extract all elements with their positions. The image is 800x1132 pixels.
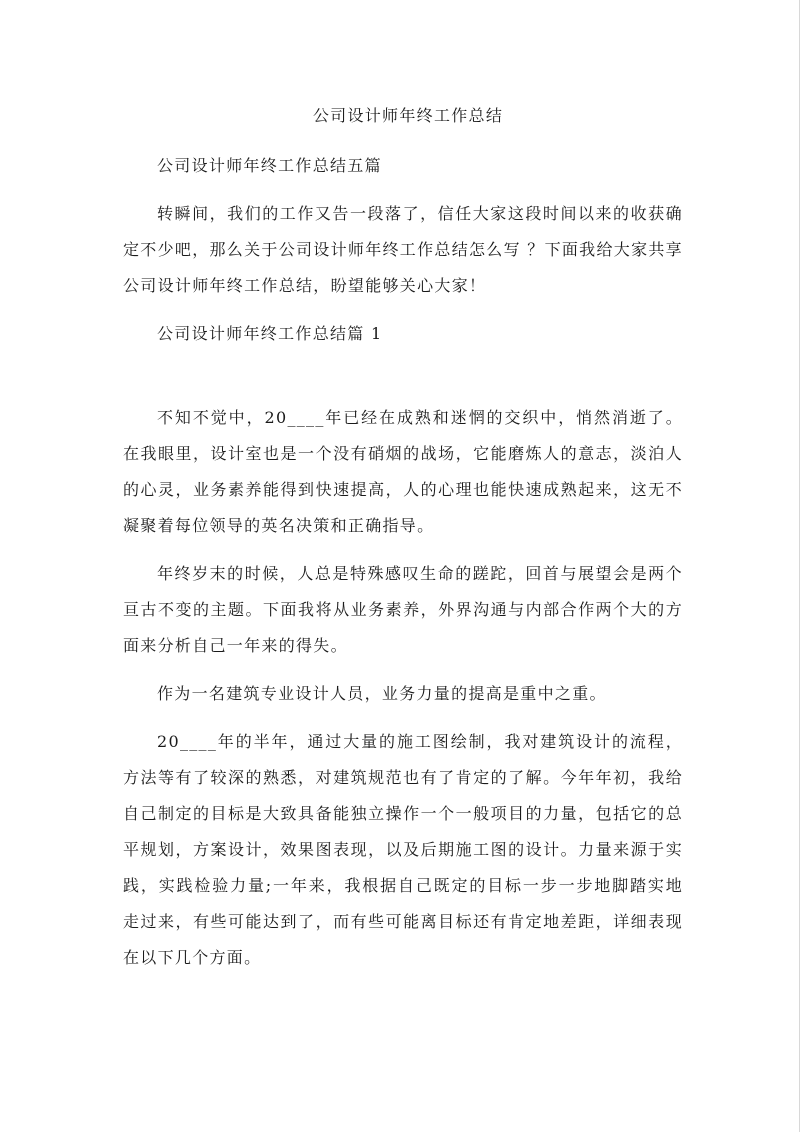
- body-paragraph-3: 作为一名建筑专业设计人员，业务力量的提高是重中之重。: [157, 684, 607, 703]
- body-paragraph-1: 不知不觉中，20____年已经在成熟和迷惘的交织中，悄然消逝了。在我眼里，设计室也是一个没有硝烟的战场，它能磨炼人的意志，淡泊人的心灵，业务素养能得到快速提高，人的心理也能快速成熟起来，这无不凝聚着每位领导的英名决策和正确指导。: [123, 408, 683, 535]
- blank-line: [123, 364, 683, 400]
- body-paragraph-2: 年终岁末的时候，人总是特殊感叹生命的蹉跎，回首与展望会是两个亘古不变的主题。下面我将从业务素养，外界沟通与内部合作两个大的方面来分析自己一年来的得失。: [123, 564, 683, 655]
- intro-paragraph: 转瞬间，我们的工作又告一段落了，信任大家这段时间以来的收获确定不少吧，那么关于公司设计师年终工作总结怎么写 ？下面我给大家共享公司设计师年终工作总结，盼望能够关心大家！: [123, 204, 683, 295]
- section-heading: 公司设计师年终工作总结篇 1: [157, 324, 383, 343]
- body-paragraph-4: 20____年的半年，通过大量的施工图绘制，我对建筑设计的流程，方法等有了较深的熟悉，对建筑规范也有了肯定的了解。今年年初，我给自己制定的目标是大致具备能独立操作一个一般项目的力量，包括它的总平规划，方案设计，效果图表现，以及后期施工图的设计。力量来源于实践，实践检验力量;一年来，我根据自己既定的目标一步一步地脚踏实地走过来，有些可能达到了，而有些可能离目标还有肯定地差距，详细表现在以下几个方面。: [123, 732, 683, 967]
- document-body: [123, 100, 683, 988]
- document-title: 公司设计师年终工作总结: [312, 106, 504, 125]
- document-subtitle: 公司设计师年终工作总结五篇: [157, 156, 382, 175]
